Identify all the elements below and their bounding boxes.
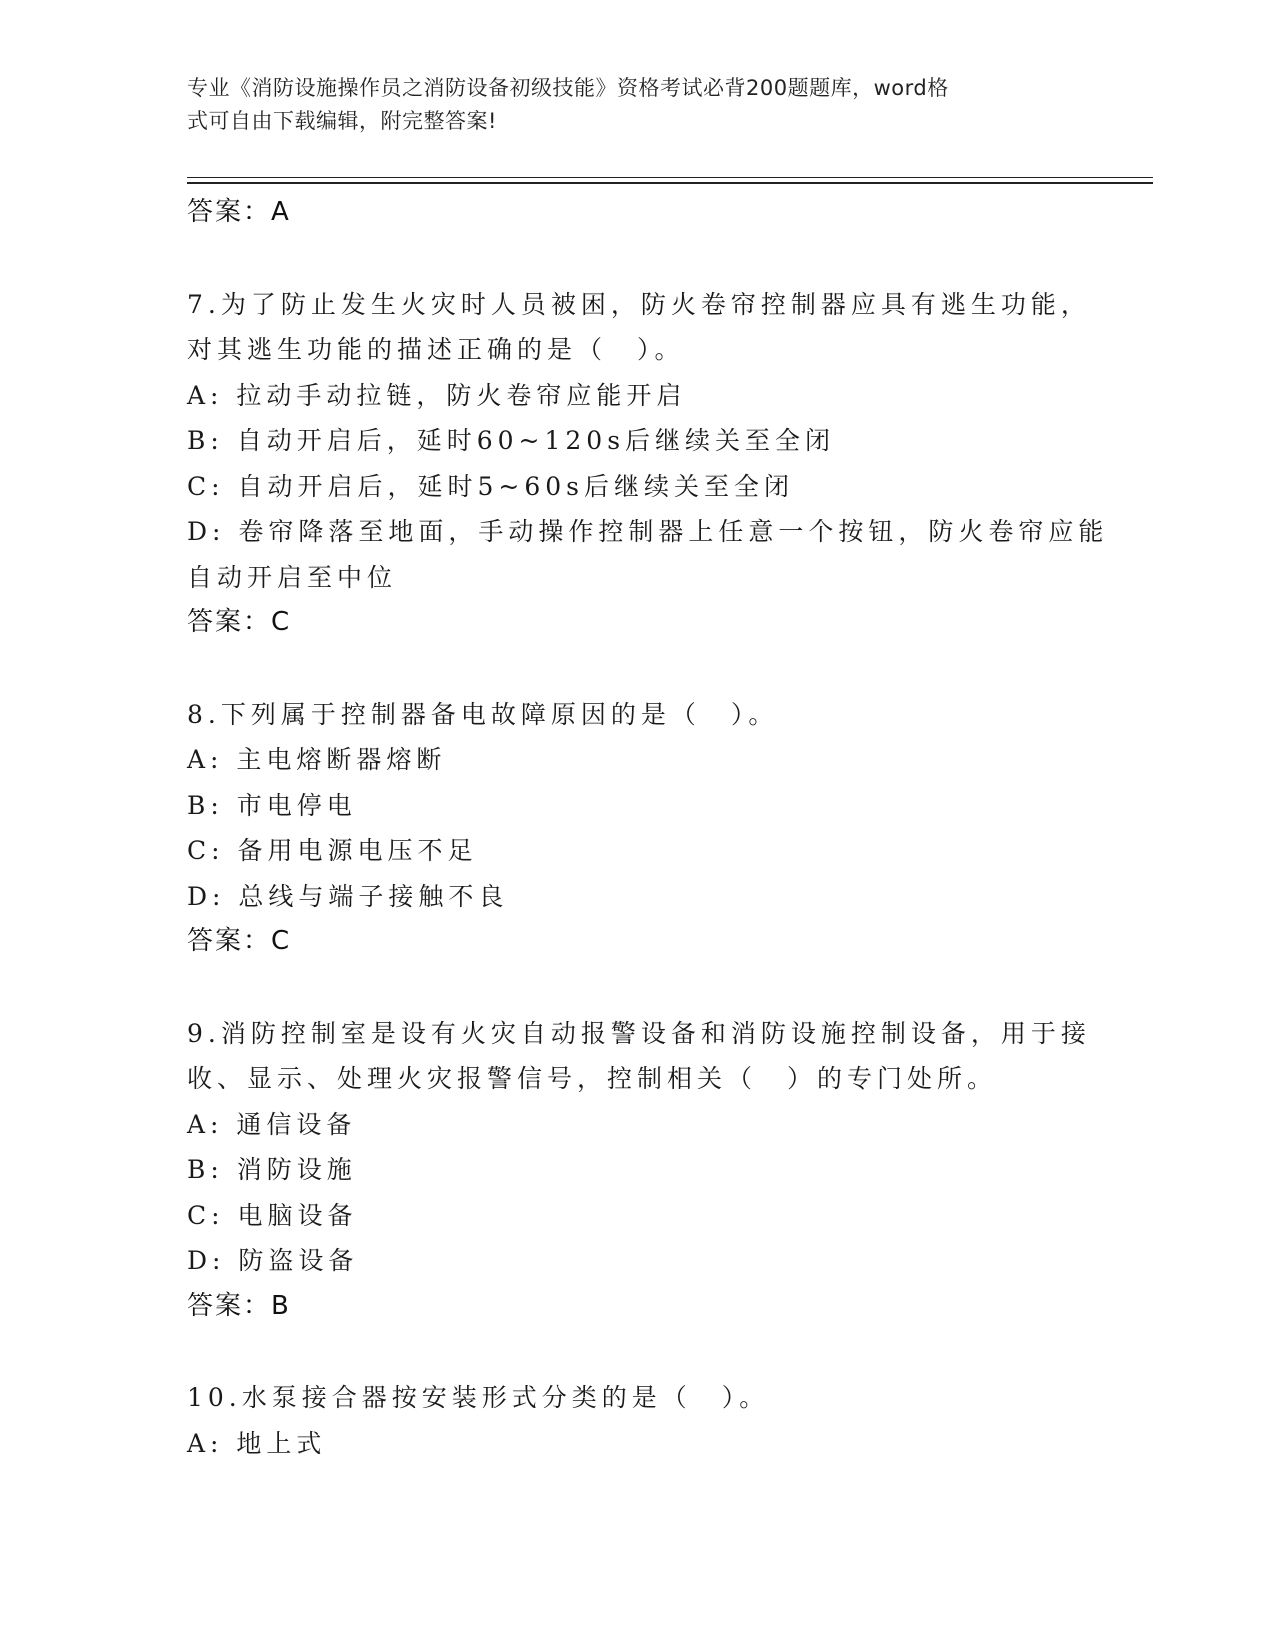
spacer: [187, 646, 1087, 692]
option-d: D: 总线与端子接触不良: [187, 881, 509, 911]
question-7: [187, 282, 1109, 646]
option-a: A: 地上式: [187, 1428, 327, 1458]
option-d: D: 卷帘降落至地面，手动操作控制器上任意一个按钮，防火卷帘应能: [187, 517, 1109, 546]
option-b: B: 消防设施: [187, 1155, 357, 1184]
question-stem-cont: 收、显示、处理火灾报警信号，控制相关（ ）的专门处所。: [187, 1064, 998, 1093]
option-a: A: 主电熔断器熔断: [187, 745, 447, 774]
spacer: [187, 236, 1087, 282]
question-stem: 8.下列属于控制器备电故障原因的是（ ）。: [187, 699, 779, 729]
header-line-2: 式可自由下载编辑，附完整答案!: [187, 109, 497, 133]
question-10: [187, 1375, 1087, 1466]
answer: 答案：C: [187, 607, 292, 637]
spacer: [187, 965, 1087, 1011]
question-stem-cont: 对其逃生功能的描述正确的是（ ）。: [187, 335, 685, 364]
option-a: A: 通信设备: [187, 1109, 357, 1139]
answer: 答案：C: [187, 926, 292, 956]
answer-previous: 答案：A: [187, 197, 291, 227]
option-d: D: 防盗设备: [187, 1246, 359, 1275]
spacer: [187, 1329, 1087, 1375]
header-line-1: 专业《消防设施操作员之消防设备初级技能》资格考试必背200题题库，word格: [187, 76, 949, 100]
option-b: B: 市电停电: [187, 790, 357, 820]
option-d-cont: 自动开启至中位: [187, 562, 398, 592]
option-c: C: 备用电源电压不足: [187, 836, 478, 865]
header-rule-thin: [187, 177, 1153, 178]
document-header: [187, 72, 1067, 138]
question-8: [187, 692, 1087, 965]
option-c: C: 电脑设备: [187, 1200, 358, 1230]
option-c: C: 自动开启后，延时5~60s后继续关至全闭: [187, 471, 794, 501]
question-stem: 10.水泵接合器按安装形式分类的是（ ）。: [187, 1383, 770, 1412]
answer: 答案：B: [187, 1290, 291, 1321]
question-9: [187, 1011, 1091, 1330]
option-b: B: 自动开启后，延时60~120s后继续关至全闭: [187, 426, 836, 455]
question-stem: 9.消防控制室是设有火灾自动报警设备和消防设施控制设备，用于接: [187, 1018, 1091, 1048]
question-stem: 7.为了防止发生火灾时人员被困，防火卷帘控制器应具有逃生功能，: [187, 289, 1091, 319]
header-rule-thick: [187, 182, 1153, 184]
question-list: [187, 190, 1109, 1466]
option-a: A: 拉动手动拉链，防火卷帘应能开启: [187, 380, 687, 410]
